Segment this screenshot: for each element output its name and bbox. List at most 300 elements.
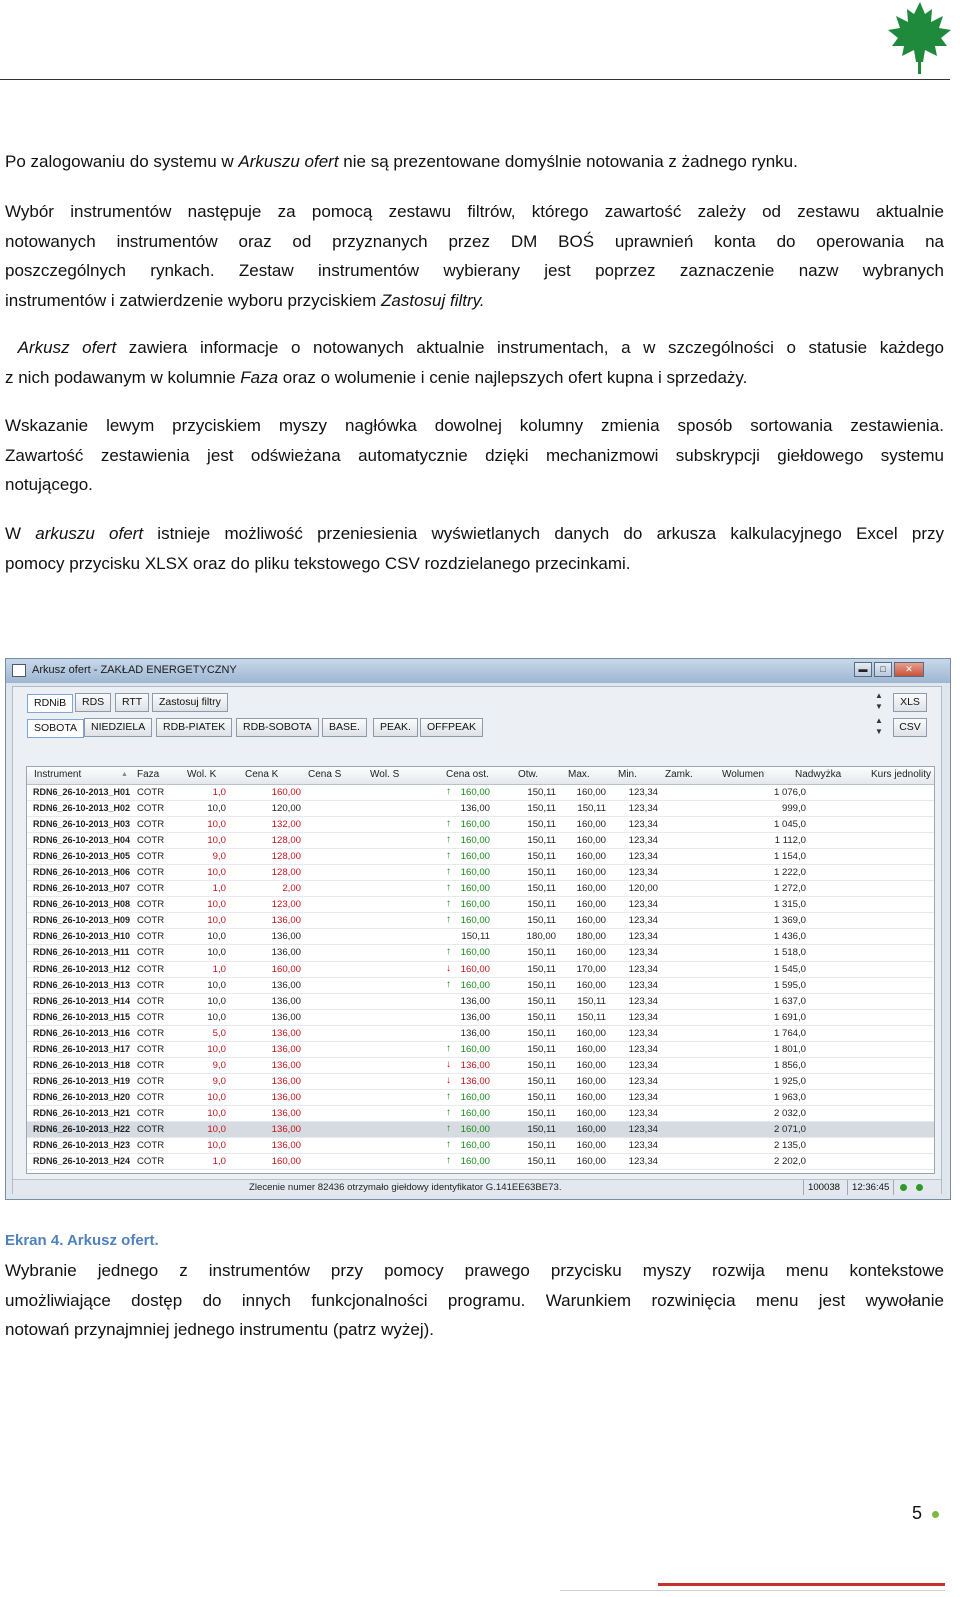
col-min[interactable]: Min. [618,769,637,780]
cell-wolk: 5,0 [212,1027,226,1039]
cell-wol: 1 595,0 [773,979,806,991]
table-row[interactable] [27,929,934,945]
text-line: umożliwiające dostęp do innych funkcjonalności programu. Warunkiem rozwinięcia menu jest wywołanie [5,1290,944,1310]
cell-min: 123,34 [628,915,658,927]
cell-wol: 1 436,0 [773,931,806,943]
cell-otw: 150,11 [527,819,556,831]
table-row[interactable] [27,1106,934,1122]
cell-wol: 1 222,0 [773,867,806,879]
filter-rdb-piatek[interactable]: RDB-PIATEK [156,718,232,737]
cell-cenak: 136,00 [271,995,301,1007]
cell-otw: 150,11 [527,1011,556,1023]
trend-arrow-icon: ↑ [446,1090,451,1102]
cell-max: 160,00 [576,787,606,798]
window-client-area [12,686,942,1194]
cell-ost: 160,00 [460,947,490,959]
cell-wolk: 10,0 [207,1011,226,1023]
table-row[interactable] [27,817,934,833]
col-wol-s[interactable]: Wol. S [370,769,400,780]
table-row[interactable] [27,1138,934,1154]
table-row[interactable] [27,897,934,913]
table-row[interactable] [27,1122,934,1138]
trend-arrow-icon: ↑ [446,818,451,830]
cell-cenak: 120,00 [271,803,301,815]
col-cena-ost[interactable]: Cena ost. [446,769,489,780]
cell-max: 160,00 [576,1091,606,1103]
cell-ost: 136,00 [460,803,490,815]
cell-wolk: 10,0 [207,1091,226,1103]
cell-otw: 150,11 [527,899,556,911]
trend-arrow-icon: ↓ [446,962,451,974]
footer-rule [560,1590,945,1591]
cell-otw: 150,11 [527,963,556,975]
cell-cenak: 123,00 [271,899,301,911]
cell-ost: 160,00 [460,867,490,879]
cell-wol: 1 518,0 [773,947,806,959]
maximize-button[interactable]: □ [874,662,892,677]
cell-cenak: 160,00 [271,787,301,798]
cell-ost: 160,00 [460,1043,490,1055]
text-line: Wybranie jednego z instrumentów przy pomocy prawego przycisku myszy rozwija menu kontekstowe [5,1261,944,1280]
table-row[interactable] [27,1058,934,1074]
cell-min: 123,34 [628,1027,658,1039]
cell-otw: 150,11 [527,995,556,1007]
cell-ost: 160,00 [460,899,490,911]
cell-max: 160,00 [576,1156,606,1168]
cell-wol: 1 045,0 [773,819,806,831]
paragraph-export [5,519,944,578]
cell-wolk: 10,0 [207,1043,226,1055]
cell-name: RDN6_26-10-2013_H20 [33,1091,131,1102]
cell-wol: 999,0 [781,803,806,815]
cell-otw: 150,11 [527,835,556,847]
table-row[interactable] [27,1090,934,1106]
filter-rdb-sobota[interactable]: RDB-SOBOTA [236,718,319,737]
cell-name: RDN6_26-10-2013_H13 [33,979,131,990]
cell-ost: 160,00 [460,1123,490,1135]
cell-ost: 160,00 [460,835,490,847]
chevron-down-icon[interactable]: ▼ [875,727,883,736]
cell-wol: 1 076,0 [773,787,806,798]
cell-cenak: 160,00 [271,1156,301,1168]
cell-faza: COTR [137,803,165,815]
cell-ost: 160,00 [460,1140,490,1152]
text-line: pomocy przycisku XLSX oraz do pliku tekstowego CSV rozdzielanego przecinkami. [5,553,631,573]
cell-wol: 1 637,0 [773,995,806,1007]
cell-faza: COTR [137,1156,165,1168]
cell-faza: COTR [137,883,165,895]
col-otw[interactable]: Otw. [518,769,539,780]
cell-cenak: 128,00 [271,867,301,879]
cell-min: 123,34 [628,819,658,831]
cell-name: RDN6_26-10-2013_H01 [33,787,131,797]
cell-min: 123,34 [628,835,658,847]
close-button[interactable]: ✕ [894,662,924,677]
cell-wolk: 9,0 [212,1075,226,1087]
cell-min: 123,34 [628,851,658,863]
cell-cenak: 136,00 [271,931,301,943]
text-italic: Arkuszu ofert [238,152,339,171]
chevron-up-icon[interactable]: ▲ [875,691,883,700]
cell-min: 123,34 [628,899,658,911]
grid-body [27,785,934,1170]
cell-wol: 1 925,0 [773,1075,806,1087]
cell-otw: 150,11 [527,803,556,815]
trend-arrow-icon: ↑ [446,914,451,926]
text: Po zalogowaniu do systemu w [5,152,239,171]
cell-wol: 1 154,0 [773,851,806,863]
cell-max: 160,00 [576,883,606,895]
cell-max: 180,00 [576,931,606,943]
cell-name: RDN6_26-10-2013_H07 [33,883,131,894]
trend-arrow-icon: ↑ [446,834,451,846]
status-message: Zlecenie numer 82436 otrzymało giełdowy identyfikator G.141EE63BE73. [249,1182,562,1193]
cell-ost: 160,00 [460,851,490,863]
table-row[interactable] [27,913,934,929]
filter-niedziela[interactable]: NIEDZIELA [84,718,152,737]
trend-arrow-icon: ↑ [446,1155,451,1167]
maple-leaf-logo-icon [885,0,955,76]
trend-arrow-icon: ↑ [446,1042,451,1054]
cell-name: RDN6_26-10-2013_H08 [33,899,131,910]
cell-otw: 150,11 [527,1091,556,1103]
cell-name: RDN6_26-10-2013_H15 [33,1011,131,1022]
table-row[interactable] [27,1026,934,1042]
cell-min: 123,34 [628,995,658,1007]
cell-name: RDN6_26-10-2013_H04 [33,835,131,846]
table-row[interactable] [27,849,934,865]
text-line: Wybór instrumentów następuje za pomocą zestawu filtrów, którego zawartość zależy od zestawu aktualnie [5,202,944,221]
cell-cenak: 136,00 [271,915,301,927]
cell-wol: 1 801,0 [773,1043,806,1055]
text-line: notowań przynajmniej jednego instrumentu (patrz wyżej). [5,1320,434,1339]
cell-faza: COTR [137,835,165,847]
cell-cenak: 136,00 [271,1140,301,1152]
cell-wol: 2 135,0 [773,1140,806,1152]
cell-faza: COTR [137,1059,165,1071]
cell-ost: 160,00 [460,787,490,798]
cell-max: 160,00 [576,979,606,991]
cell-wolk: 9,0 [212,1059,226,1071]
app-icon [12,664,26,677]
cell-faza: COTR [137,899,165,911]
text: zawiera informacje o notowanych aktualnie instrumentach, a w szczególności o statusie każdego [116,338,944,357]
cell-faza: COTR [137,819,165,831]
cell-wol: 2 071,0 [773,1123,806,1135]
cell-wolk: 10,0 [207,819,226,831]
paragraph-filters [5,197,944,315]
cell-name: RDN6_26-10-2013_H23 [33,1140,131,1151]
cell-wolk: 10,0 [207,931,226,943]
cell-otw: 150,11 [527,1156,556,1168]
cell-wol: 2 032,0 [773,1107,806,1119]
cell-ost: 150,11 [461,931,490,943]
cell-name: RDN6_26-10-2013_H24 [33,1156,131,1167]
cell-wol: 1 856,0 [773,1059,806,1071]
text: z nich podawanym w kolumnie [5,367,241,387]
table-row[interactable] [27,1154,934,1170]
cell-max: 160,00 [576,947,606,959]
filter-peak[interactable]: PEAK. [373,718,418,737]
cell-faza: COTR [137,979,165,991]
cell-faza: COTR [137,851,165,863]
trend-arrow-icon: ↑ [446,882,451,894]
cell-ost: 160,00 [460,819,490,831]
trend-arrow-icon: ↑ [446,866,451,878]
col-max[interactable]: Max. [568,769,590,780]
cell-max: 170,00 [576,963,606,975]
cell-faza: COTR [137,1123,165,1135]
cell-max: 160,00 [576,1059,606,1071]
cell-faza: COTR [137,963,165,975]
connection-indicator [893,1180,941,1195]
cell-wolk: 1,0 [212,883,226,895]
text: W [5,524,36,543]
cell-faza: COTR [137,947,165,959]
cell-name: RDN6_26-10-2013_H11 [33,947,130,958]
text: istnieje możliwość przeniesienia wyświetlanych danych do arkusza kalkulacyjnego Excel przy [143,524,944,543]
table-row[interactable] [27,1010,934,1026]
cell-wolk: 10,0 [207,867,226,879]
cell-ost: 160,00 [460,1107,490,1119]
cell-min: 123,34 [628,1123,658,1135]
trend-arrow-icon: ↑ [446,946,451,958]
cell-name: RDN6_26-10-2013_H02 [33,803,131,814]
cell-max: 150,11 [577,803,606,815]
table-row[interactable] [27,945,934,961]
cell-wol: 1 764,0 [773,1027,806,1039]
trend-arrow-icon: ↓ [446,1058,451,1070]
filter-rdnib[interactable]: RDNiB [27,694,73,713]
cell-min: 123,34 [628,1043,658,1055]
table-row[interactable] [27,785,934,801]
footer-accent-line [658,1583,945,1586]
cell-otw: 150,11 [527,915,556,927]
cell-max: 160,00 [576,819,606,831]
trend-arrow-icon: ↑ [446,1122,451,1134]
cell-min: 123,34 [628,947,658,959]
cell-min: 123,34 [628,963,658,975]
trend-arrow-icon: ↑ [446,1106,451,1118]
cell-min: 123,34 [628,931,658,943]
cell-name: RDN6_26-10-2013_H06 [33,867,131,878]
table-row[interactable] [27,801,934,817]
cell-faza: COTR [137,1075,165,1087]
cell-name: RDN6_26-10-2013_H03 [33,819,131,830]
minimize-button[interactable]: ▬ [854,662,872,677]
status-code: 100038 [803,1180,847,1195]
text: oraz o wolumenie i cenie najlepszych ofert kupna i sprzedaży. [278,367,748,387]
cell-name: RDN6_26-10-2013_H10 [33,931,131,942]
cell-min: 123,34 [628,979,658,991]
offer-sheet-window [5,658,951,1200]
trend-arrow-icon: ↑ [446,786,451,797]
col-cena-s[interactable]: Cena S [308,769,342,780]
cell-wolk: 9,0 [212,851,226,863]
cell-min: 123,34 [628,1140,658,1152]
cell-min: 123,34 [628,1059,658,1071]
export-csv-button[interactable]: CSV [893,718,927,737]
trend-arrow-icon: ↑ [446,1139,451,1151]
status-time: 12:36:45 [847,1180,893,1195]
table-row[interactable] [27,1042,934,1058]
col-instrument[interactable]: Instrument [34,769,82,780]
cell-max: 160,00 [576,1140,606,1152]
paragraph-intro [5,147,944,177]
filter-base[interactable]: BASE. [322,718,367,737]
col-kurs-jednolity[interactable]: Kurs jednolity [871,769,932,780]
cell-min: 123,34 [628,1156,658,1168]
col-zamk[interactable]: Zamk. [665,769,693,780]
cell-faza: COTR [137,1027,165,1039]
cell-cenak: 136,00 [271,1091,301,1103]
cell-name: RDN6_26-10-2013_H19 [33,1075,131,1086]
cell-faza: COTR [137,995,165,1007]
chevron-down-icon[interactable]: ▼ [875,702,883,711]
col-wol-k[interactable]: Wol. K [187,769,217,780]
text-line: Zawartość zestawienia jest odświeżana automatycznie dzięki mechanizmowi subskrypcji giełdowego systemu [5,445,944,465]
cell-otw: 150,11 [527,979,556,991]
cell-otw: 150,11 [527,1107,556,1119]
filter-sobota[interactable]: SOBOTA [27,719,84,738]
text-italic: Arkusz ofert [17,338,117,357]
cell-wolk: 10,0 [207,899,226,911]
cell-ost: 136,00 [460,1011,490,1023]
cell-name: RDN6_26-10-2013_H12 [33,963,131,974]
export-xlsx-button[interactable]: XLS [893,693,927,712]
cell-wol: 1 369,0 [773,915,806,927]
cell-faza: COTR [137,1011,165,1023]
cell-cenak: 132,00 [271,819,301,831]
table-row[interactable] [27,994,934,1010]
cell-max: 150,11 [577,1011,606,1023]
chevron-up-icon[interactable]: ▲ [875,716,883,725]
paragraph-sorting [5,411,944,500]
cell-wolk: 10,0 [207,803,226,815]
cell-wolk: 10,0 [207,995,226,1007]
cell-min: 120,00 [628,883,658,895]
cell-cenak: 2,00 [282,883,301,895]
cell-name: RDN6_26-10-2013_H18 [33,1059,131,1070]
cell-cenak: 136,00 [271,1027,301,1039]
cell-otw: 150,11 [527,1123,556,1135]
cell-wolk: 1,0 [212,963,226,975]
cell-wol: 1 112,0 [774,835,806,847]
cell-max: 160,00 [576,1043,606,1055]
cell-name: RDN6_26-10-2013_H17 [33,1043,131,1054]
cell-min: 123,34 [628,787,658,798]
table-row[interactable] [27,978,934,994]
page-number: 5 [912,1503,923,1523]
trend-arrow-icon: ↓ [446,1074,451,1086]
cell-name: RDN6_26-10-2013_H05 [33,851,131,862]
cell-otw: 150,11 [527,787,556,798]
cell-max: 160,00 [576,1123,606,1135]
cell-cenak: 136,00 [271,1043,301,1055]
offers-grid [26,766,935,1174]
col-nadwyzka[interactable]: Nadwyżka [795,769,842,780]
trend-arrow-icon: ↑ [446,978,451,990]
cell-ost: 160,00 [460,979,490,991]
filter-rtt[interactable]: RTT [115,693,149,712]
cell-wol: 1 272,0 [773,883,806,895]
cell-otw: 150,11 [527,1140,556,1152]
cell-wolk: 1,0 [212,1156,226,1168]
cell-max: 160,00 [576,899,606,911]
filter-rds[interactable]: RDS [75,693,111,712]
cell-ost: 160,00 [460,1156,490,1168]
table-row[interactable] [27,881,934,897]
cell-faza: COTR [137,931,165,943]
trend-arrow-icon: ↑ [446,850,451,862]
cell-otw: 150,11 [527,1059,556,1071]
cell-max: 160,00 [576,1075,606,1087]
text-line: poszczególnych rynkach. Zestaw instrumentów wybierany jest poprzez zaznaczenie nazw wybranych [5,261,944,280]
apply-filters-button[interactable]: Zastosuj filtry [152,693,228,712]
col-faza[interactable]: Faza [137,769,160,780]
cell-ost: 160,00 [460,915,490,927]
cell-wolk: 10,0 [207,835,226,847]
table-row[interactable] [27,962,934,978]
cell-cenak: 136,00 [271,1107,301,1119]
cell-cenak: 136,00 [271,947,301,959]
status-bar [13,1179,941,1195]
window-title: Arkusz ofert - ZAKŁAD ENERGETYCZNY [32,664,237,676]
table-row[interactable] [27,833,934,849]
cell-name: RDN6_26-10-2013_H22 [33,1123,131,1134]
col-wolumen[interactable]: Wolumen [722,769,765,780]
cell-otw: 150,11 [527,851,556,863]
col-cena-k[interactable]: Cena K [245,769,279,780]
cell-otw: 150,11 [527,867,556,879]
cell-wolk: 1,0 [212,787,226,798]
filter-offpeak[interactable]: OFFPEAK [420,718,483,737]
cell-ost: 160,00 [460,1091,490,1103]
cell-otw: 180,00 [526,931,556,943]
cell-wol: 1 963,0 [773,1091,806,1103]
cell-cenak: 136,00 [271,979,301,991]
table-row[interactable] [27,1074,934,1090]
cell-name: RDN6_26-10-2013_H21 [33,1107,131,1118]
table-row[interactable] [27,865,934,881]
cell-min: 123,34 [628,803,658,815]
cell-faza: COTR [137,787,165,798]
cell-ost: 136,00 [460,1075,490,1087]
cell-otw: 150,11 [527,883,556,895]
window-titlebar [6,659,950,683]
paragraph-context-menu [5,1256,944,1345]
cell-ost: 136,00 [460,995,490,1007]
cell-cenak: 136,00 [271,1075,301,1087]
cell-wol: 1 545,0 [773,963,806,975]
cell-max: 150,11 [577,995,606,1007]
cell-faza: COTR [137,915,165,927]
cell-wolk: 10,0 [207,1123,226,1135]
cell-faza: COTR [137,1107,165,1119]
text-line: notowanych instrumentów oraz od przyznanych przez DM BOŚ uprawnień konta do operowania na [5,231,944,251]
grid-header [27,767,934,785]
cell-wolk: 10,0 [207,1140,226,1152]
cell-faza: COTR [137,1043,165,1055]
cell-faza: COTR [137,867,165,879]
text-line: Wskazanie lewym przyciskiem myszy nagłówka dowolnej kolumny zmienia sposób sortowania zestawienia. [5,416,944,435]
cell-faza: COTR [137,1140,165,1152]
connection-dot-icon [900,1184,907,1191]
cell-max: 160,00 [576,1107,606,1119]
cell-wol: 2 202,0 [773,1156,806,1168]
cell-ost: 136,00 [460,1027,490,1039]
cell-name: RDN6_26-10-2013_H09 [33,915,131,926]
